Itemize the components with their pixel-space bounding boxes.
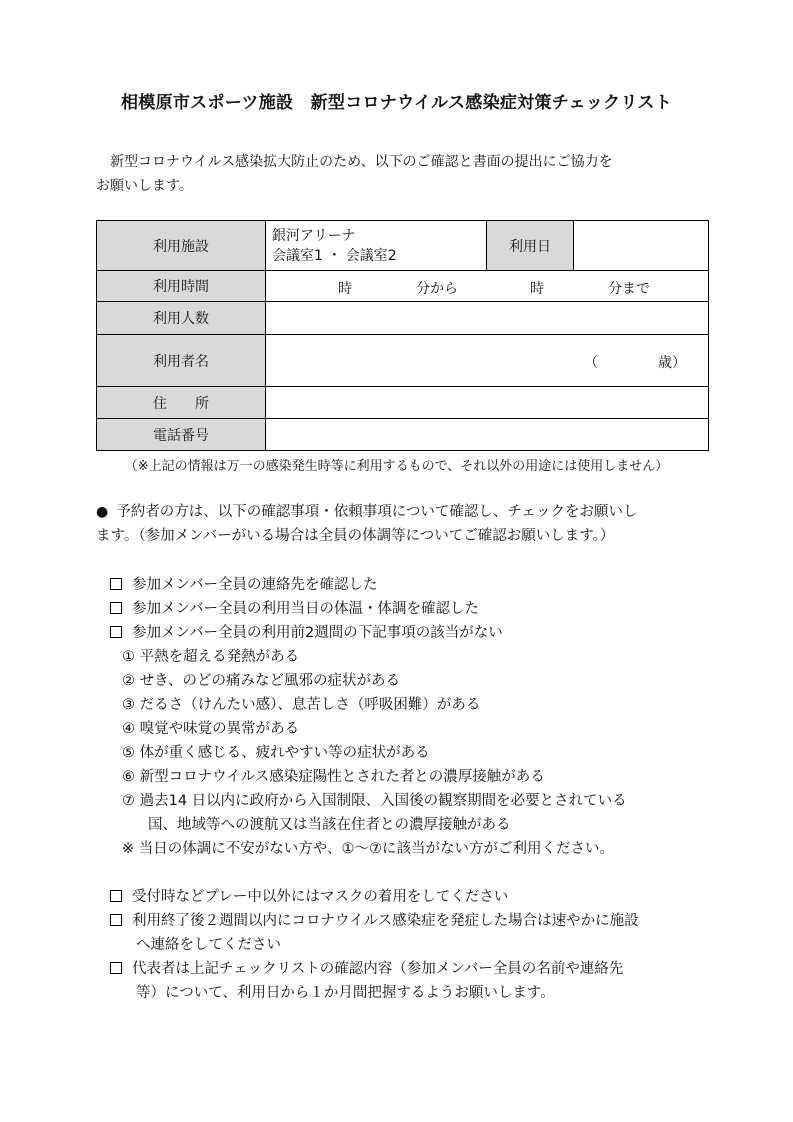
checklist-requests [110, 885, 710, 1005]
condition-note: ※ 当日の体調に不安がない方や、①〜⑦に該当がない方がご利用ください。 [122, 841, 614, 857]
request-text [96, 500, 700, 548]
checkbox-icon[interactable] [110, 602, 122, 614]
check-item-report-continued: へ連絡をしてください [136, 937, 281, 953]
privacy-note: （※上記の情報は万一の感染発生時等に利用するもので、それ以外の用途には使用しません） [124, 459, 669, 474]
time-minute-to: 分まで [608, 281, 650, 297]
date-field[interactable] [574, 221, 709, 271]
checklist-health [110, 573, 710, 861]
check-item-report[interactable]: 利用終了後２週間以内にコロナウイルス感染症を発症した場合は速やかに施設 [110, 909, 710, 933]
checkbox-icon[interactable] [110, 914, 122, 926]
check-item-representative[interactable]: 代表者は上記チェックリストの確認内容（参加メンバー全員の名前や連絡先 [110, 957, 710, 981]
facility-label: 利用施設 [97, 221, 266, 271]
check-item-mask[interactable]: 受付時などプレー中以外にはマスクの着用をしてください [110, 885, 710, 909]
condition-item: ⑦ 過去14 日以内に政府から入国制限、入国後の観察期間を必要とされている [122, 793, 627, 809]
check-item-representative-continued: 等）について、利用日から１か月間把握するようお願いします。 [136, 985, 555, 1001]
phone-field[interactable] [266, 419, 709, 451]
condition-item: ④ 嗅覚や味覚の異常がある [122, 721, 300, 737]
form-row-time [97, 271, 709, 302]
check-item-temperature[interactable]: 参加メンバー全員の利用当日の体温・体調を確認した [110, 597, 710, 621]
checkbox-icon[interactable] [110, 890, 122, 902]
checkbox-icon[interactable] [110, 962, 122, 974]
people-label: 利用人数 [97, 302, 266, 335]
time-minute-from: 分から [416, 281, 458, 297]
checkbox-icon[interactable] [110, 626, 122, 638]
date-label: 利用日 [487, 221, 574, 271]
condition-item: ⑤ 体が重く感じる、疲れやすい等の症状がある [122, 745, 430, 761]
facility-rooms: 会議室1 ・ 会議室2 [272, 247, 397, 264]
name-label: 利用者名 [97, 335, 266, 387]
form-row-name [97, 335, 709, 387]
request-line-2: ます。（参加メンバーがいる場合は全員の体調等についてご確認お願いします。） [96, 528, 615, 544]
checkbox-icon[interactable] [110, 578, 122, 590]
form-row-phone [97, 419, 709, 451]
request-line-1: 予約者の方は、以下の確認事項・依頼事項について確認し、チェックをお願いし [116, 504, 638, 520]
facility-name: 銀河アリーナ [272, 227, 356, 244]
age-suffix: 歳） [658, 355, 686, 371]
form-row-people [97, 302, 709, 335]
condition-item-continued: 国、地域等への渡航又は当該在住者との濃厚接触がある [148, 817, 511, 833]
name-field[interactable] [266, 335, 709, 387]
condition-item: ① 平熱を超える発熱がある [122, 649, 300, 665]
usage-form-table [96, 220, 709, 451]
time-label: 利用時間 [97, 271, 266, 302]
intro-line-1: 新型コロナウイルス感染拡大防止のため、以下のご確認と書面の提出にご協力を [110, 154, 613, 170]
intro-line-2: お願いします。 [96, 178, 193, 194]
page-title: 相模原市スポーツ施設 新型コロナウイルス感染症対策チェックリスト [120, 93, 673, 113]
address-label: 住 所 [97, 387, 266, 419]
check-item-contact[interactable]: 参加メンバー全員の連絡先を確認した [110, 573, 710, 597]
form-row-facility [97, 221, 709, 271]
intro-text [96, 150, 708, 198]
bullet-icon: ● [96, 504, 109, 520]
facility-value[interactable] [266, 221, 487, 271]
people-field[interactable] [266, 302, 709, 335]
time-hour-to: 時 [530, 281, 544, 297]
address-field[interactable] [266, 387, 709, 419]
condition-item: ⑥ 新型コロナウイルス感染症陽性とされた者との濃厚接触がある [122, 769, 545, 785]
condition-item: ② せき、のどの痛みなど風邪の症状がある [122, 673, 401, 689]
time-field[interactable] [266, 271, 709, 302]
time-hour-from: 時 [338, 281, 352, 297]
condition-item: ③ だるさ（けんたい感）、息苦しさ（呼吸困難）がある [122, 697, 481, 713]
age-open-paren: （ [584, 355, 598, 371]
check-item-two-weeks[interactable]: 参加メンバー全員の利用前2週間の下記事項の該当がない [110, 621, 710, 645]
form-row-address [97, 387, 709, 419]
phone-label: 電話番号 [97, 419, 266, 451]
